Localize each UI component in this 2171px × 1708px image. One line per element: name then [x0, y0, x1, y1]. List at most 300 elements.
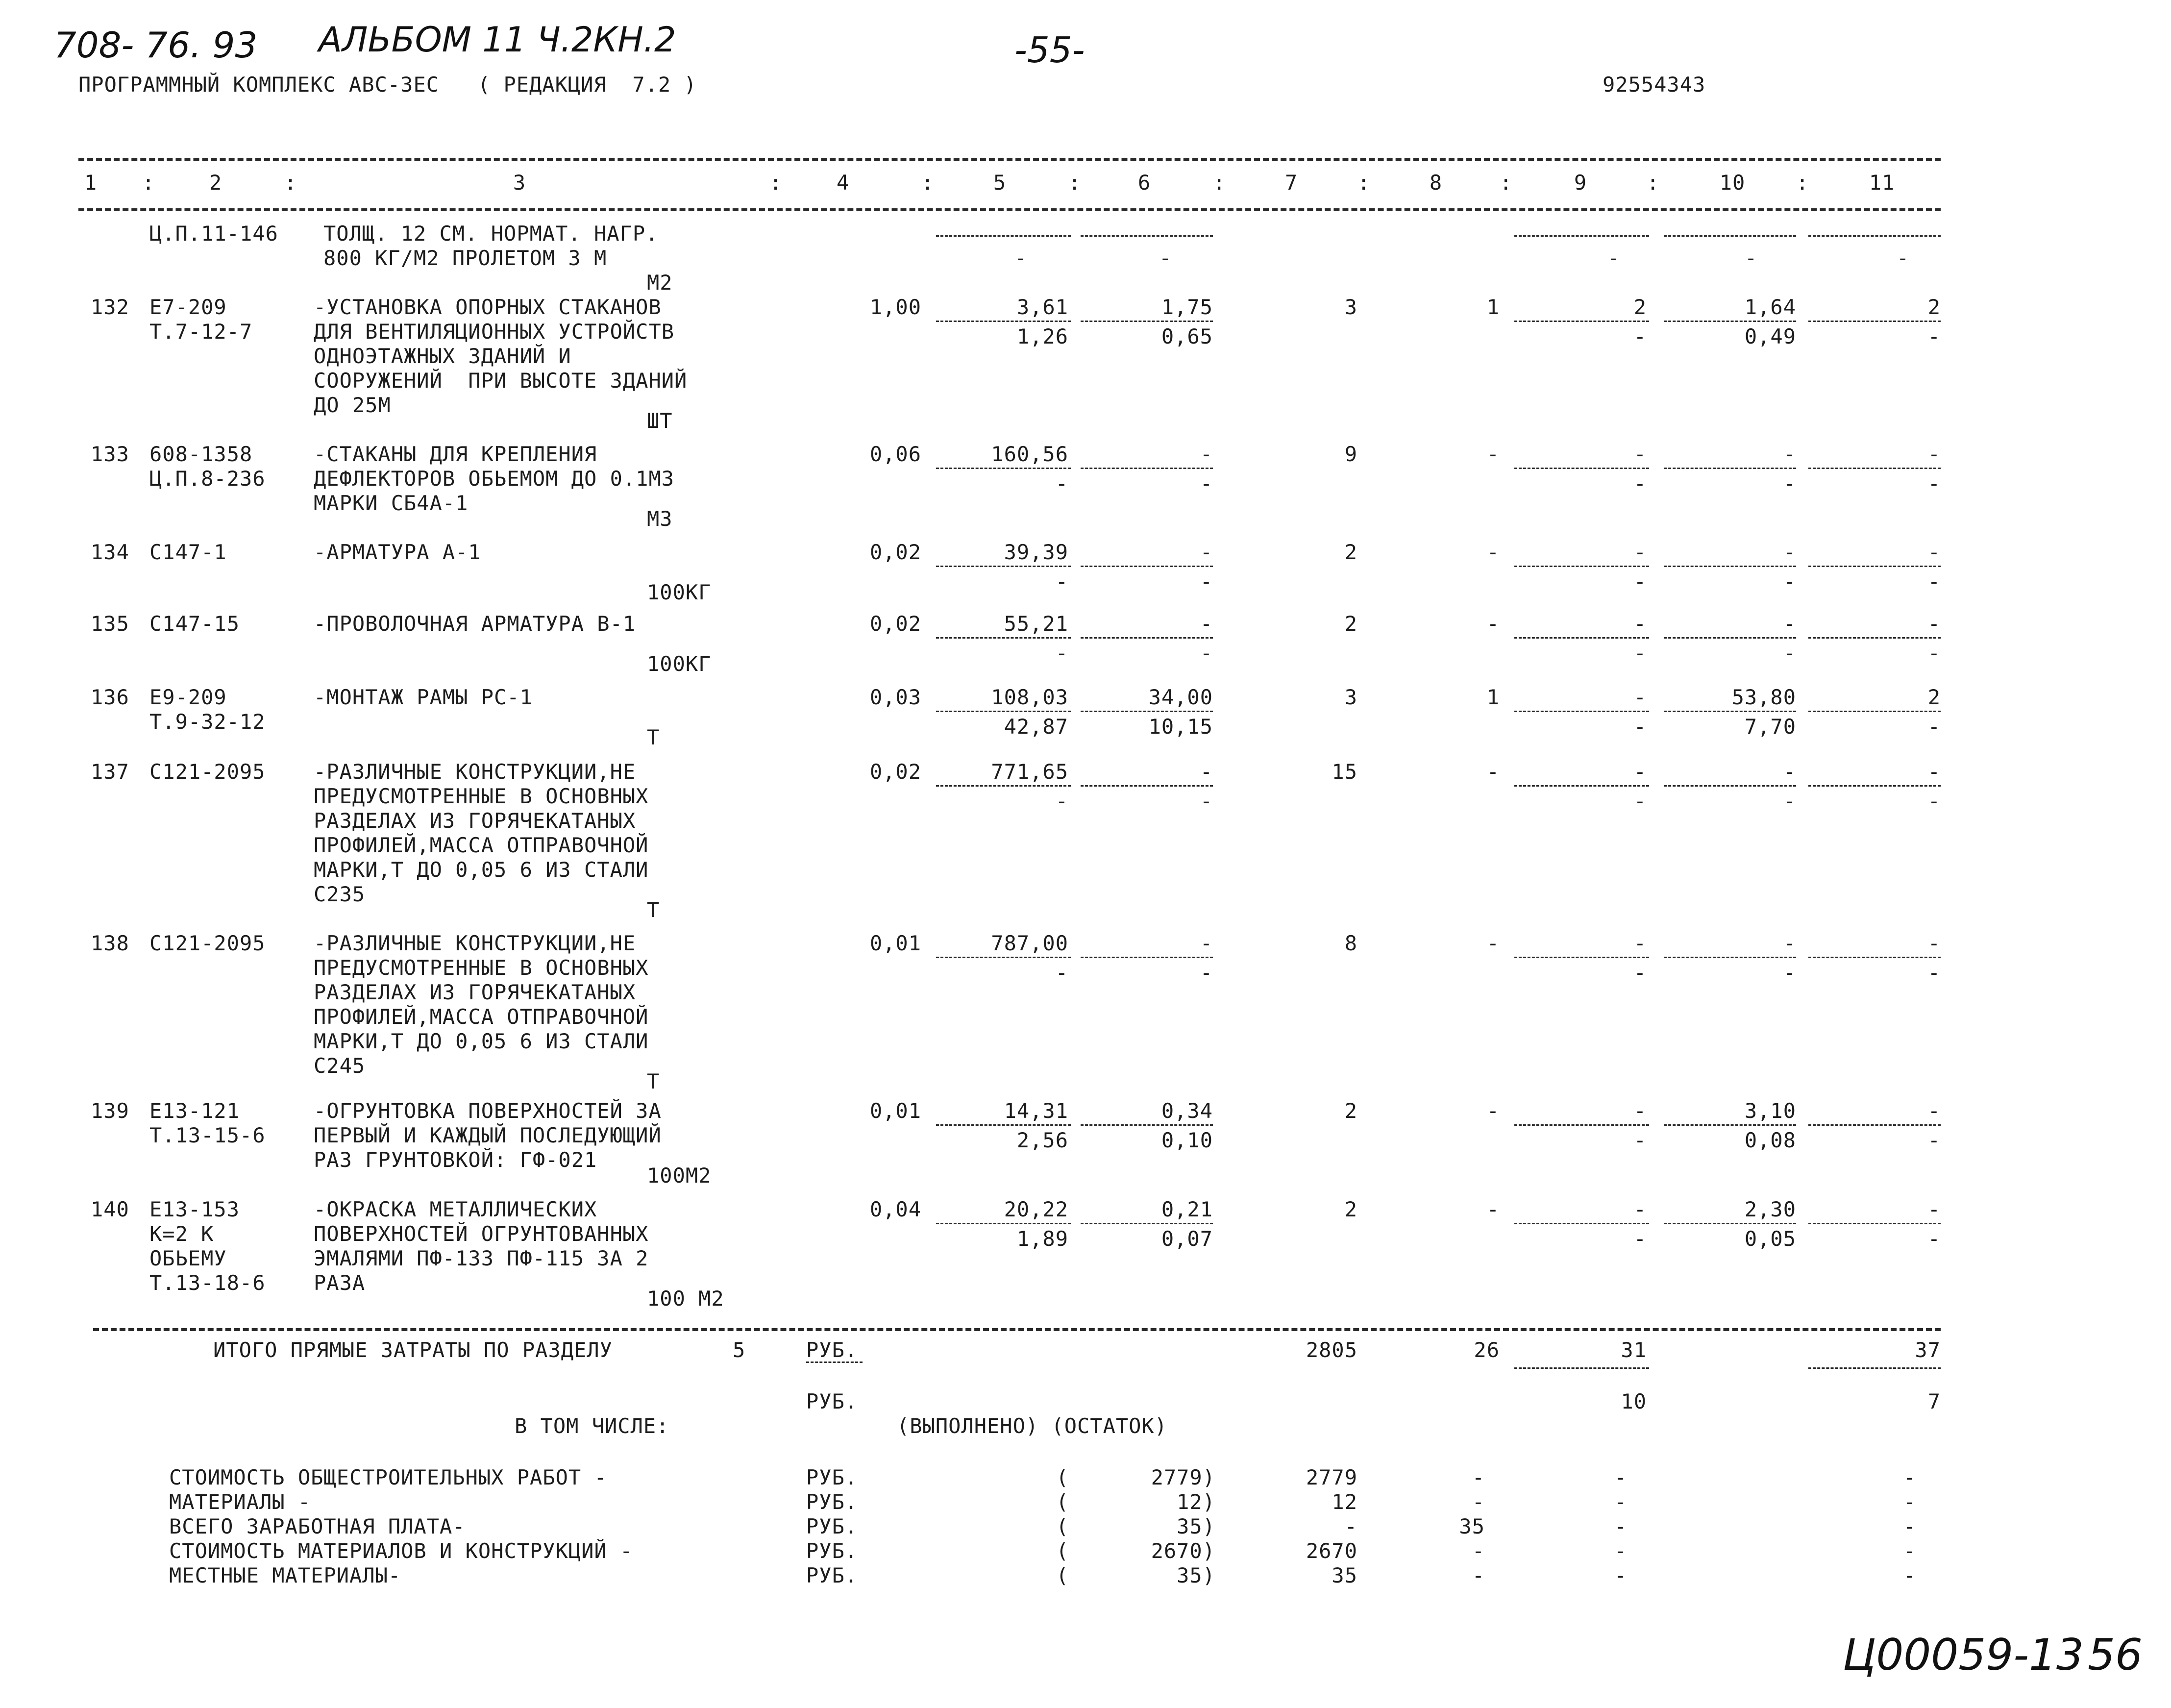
cell-col9: -: [1633, 442, 1647, 466]
row-description: ДЕФЛЕКТОРОВ ОБЬЕМОМ ДО 0.1М3: [314, 467, 675, 491]
cell-divider: [1808, 1124, 1941, 1126]
cell-col10-lower: 7,70: [1744, 715, 1796, 739]
cell-col11-lower: -: [1927, 471, 1941, 495]
summary-col8: -: [1472, 1490, 1485, 1514]
cell-divider: [1808, 957, 1941, 958]
cell-divider: [1808, 1223, 1941, 1224]
cell-col5-lower: -: [1055, 961, 1068, 985]
summary-item-label: СТОИМОСТЬ МАТЕРИАЛОВ И КОНСТРУКЦИЙ -: [169, 1539, 633, 1563]
column-header-1: 1: [84, 171, 98, 195]
cell-col10-lower: -: [1783, 641, 1796, 665]
row-code: С147-15: [149, 612, 240, 636]
header-rule-bottom: [78, 208, 1941, 211]
lead-cell: -: [1897, 246, 1910, 270]
cell-divider: [1664, 468, 1796, 469]
summary-item-rub: РУБ.: [806, 1514, 858, 1538]
cell-col5-lower: -: [1055, 569, 1068, 594]
row-code: Е13-153: [149, 1197, 240, 1221]
cell-col10-lower: -: [1783, 961, 1796, 985]
cell-col6-lower: -: [1200, 641, 1213, 665]
cell-divider: [936, 711, 1071, 712]
column-separator: :: [1068, 171, 1082, 195]
row-description: ЭМАЛЯМИ ПФ-133 ПФ-115 ЗА 2: [314, 1246, 649, 1270]
row-number: 140: [91, 1197, 129, 1221]
cell-col9: 2: [1633, 295, 1647, 319]
summary-item-rub: РУБ.: [806, 1490, 858, 1514]
header-rule-top: [78, 158, 1941, 161]
row-code: Е9-209: [149, 685, 227, 709]
cell-divider: [1081, 785, 1213, 787]
cell-col6: -: [1200, 442, 1213, 466]
cell-divider: [1081, 321, 1213, 322]
cell-divider: [1514, 1124, 1649, 1126]
summary-item-rub: РУБ.: [806, 1563, 858, 1587]
row-code: ОБЬЕМУ: [149, 1246, 227, 1270]
row-description: РАЗА: [314, 1271, 366, 1295]
cell-col10: 53,80: [1731, 685, 1796, 709]
summary-open-paren: (: [1056, 1563, 1069, 1587]
unit-label: ШТ: [647, 409, 673, 433]
summary-col11: -: [1903, 1490, 1916, 1514]
totals-rule: [93, 1328, 1941, 1331]
row-description: ПРОФИЛЕЙ,МАССА ОТПРАВОЧНОЙ: [314, 833, 649, 857]
cell-col8: 1: [1486, 295, 1500, 319]
cell-col9: -: [1633, 760, 1647, 784]
cell-col7: 3: [1344, 685, 1357, 709]
cell-col8: 1: [1486, 685, 1500, 709]
column-header-4: 4: [836, 171, 850, 195]
cell-col11-lower: -: [1927, 961, 1941, 985]
cell-divider: [936, 1124, 1071, 1126]
cell-col9: -: [1633, 1099, 1647, 1123]
cell-col11: -: [1927, 760, 1941, 784]
cell-divider: [1664, 321, 1796, 322]
row-description: МАРКИ СБ4А-1: [314, 491, 469, 515]
cell-quantity: 1,00: [869, 295, 921, 319]
totals-rub: РУБ.: [806, 1338, 858, 1362]
column-separator: :: [142, 171, 155, 195]
cell-col5: 787,00: [991, 931, 1068, 955]
cell-col10: 3,10: [1744, 1099, 1796, 1123]
cell-divider: [1808, 1367, 1941, 1369]
cell-divider: [936, 468, 1071, 469]
cell-col6: -: [1200, 612, 1213, 636]
unit-label: 100М2: [647, 1163, 712, 1188]
unit-label: Т: [647, 898, 660, 922]
cell-col8: -: [1486, 760, 1500, 784]
doc-number: 92554343: [1603, 73, 1706, 97]
handwritten-album: АЛЬБОМ 11 Ч.2КН.2: [319, 20, 676, 60]
cell-col5: 14,31: [1004, 1099, 1068, 1123]
row-number: 134: [91, 540, 129, 564]
column-header-11: 11: [1869, 171, 1895, 195]
cell-col9: -: [1633, 612, 1647, 636]
cell-col5: 3,61: [1016, 295, 1068, 319]
summary-col8: -: [1472, 1563, 1485, 1587]
totals-rub-underline: [806, 1361, 863, 1363]
cell-divider: [1081, 637, 1213, 639]
cell-col5: 108,03: [991, 685, 1068, 709]
cell-col7: 2: [1344, 1099, 1357, 1123]
summary-col11: -: [1903, 1539, 1916, 1563]
cell-col7: 2: [1344, 612, 1357, 636]
page-mark: -55-: [1014, 29, 1085, 71]
column-separator: :: [1796, 171, 1809, 195]
column-header-8: 8: [1429, 171, 1443, 195]
cell-col11: -: [1927, 931, 1941, 955]
row-description: РАЗДЕЛАХ ИЗ ГОРЯЧЕКАТАНЫХ: [314, 809, 636, 833]
totals-rub2: РУБ.: [806, 1389, 858, 1413]
unit-label: Т: [647, 725, 660, 749]
cell-divider: [1081, 468, 1213, 469]
lead-code: Ц.П.11-146: [149, 222, 278, 246]
cell-divider: [936, 235, 1071, 237]
summary-rest: 2779: [1306, 1465, 1357, 1489]
summary-col11: -: [1903, 1465, 1916, 1489]
handwritten-code: 708- 76. 93: [54, 25, 258, 66]
row-description: -РАЗЛИЧНЫЕ КОНСТРУКЦИИ,НЕ: [314, 931, 636, 955]
cell-divider: [936, 637, 1071, 639]
summary-item-label: МАТЕРИАЛЫ -: [169, 1490, 311, 1514]
cell-col10-lower: 0,49: [1744, 324, 1796, 348]
cell-quantity: 0,03: [869, 685, 921, 709]
footer-stamp: Ц00059-13: [1843, 1630, 2084, 1680]
cell-divider: [1808, 468, 1941, 469]
including-label: В ТОМ ЧИСЛЕ:: [515, 1414, 669, 1438]
unit-label: 100 М2: [647, 1287, 724, 1311]
cell-col11-lower: -: [1927, 1128, 1941, 1152]
row-code: Т.13-18-6: [149, 1271, 266, 1295]
cell-col9-lower: -: [1633, 569, 1647, 594]
row-code: С121-2095: [149, 760, 266, 784]
program-title: ПРОГРАММНЫЙ КОМПЛЕКС АВС-3ЕС ( РЕДАКЦИЯ 7.2 ): [78, 73, 697, 97]
summary-col9: -: [1614, 1514, 1627, 1538]
footer-page-number: 56: [2088, 1630, 2143, 1680]
cell-col6: 0,21: [1161, 1197, 1213, 1221]
cell-col11: -: [1927, 1099, 1941, 1123]
summary-rest: 35: [1332, 1563, 1357, 1587]
row-number: 133: [91, 442, 129, 466]
lead-cell: -: [1159, 246, 1172, 270]
summary-item-label: МЕСТНЫЕ МАТЕРИАЛЫ-: [169, 1563, 401, 1587]
cell-col5: 20,22: [1004, 1197, 1068, 1221]
row-number: 132: [91, 295, 129, 319]
row-description: ОДНОЭТАЖНЫХ ЗДАНИЙ И: [314, 344, 571, 368]
cell-divider: [1664, 1223, 1796, 1224]
totals-col8: 26: [1474, 1338, 1500, 1362]
cell-divider: [1664, 566, 1796, 567]
cell-divider: [1664, 235, 1796, 237]
cell-col6: -: [1200, 760, 1213, 784]
cell-divider: [1664, 637, 1796, 639]
summary-rest: 12: [1332, 1490, 1357, 1514]
summary-done: 35): [1177, 1514, 1215, 1538]
column-header-6: 6: [1137, 171, 1151, 195]
cell-col10-lower: -: [1783, 471, 1796, 495]
summary-col8: -: [1472, 1539, 1485, 1563]
row-description: ПРЕДУСМОТРЕННЫЕ В ОСНОВНЫХ: [314, 956, 649, 980]
cell-col7: 2: [1344, 540, 1357, 564]
cell-col6: 34,00: [1148, 685, 1213, 709]
cell-col6-lower: -: [1200, 961, 1213, 985]
cell-divider: [1514, 566, 1649, 567]
cell-quantity: 0,01: [869, 931, 921, 955]
cell-col6-lower: -: [1200, 471, 1213, 495]
cell-col5-lower: 2,56: [1016, 1128, 1068, 1152]
cell-col11-lower: -: [1927, 1227, 1941, 1251]
cell-col8: -: [1486, 1099, 1500, 1123]
cell-divider: [1081, 566, 1213, 567]
cell-col9-lower: -: [1633, 1128, 1647, 1152]
column-header-9: 9: [1574, 171, 1587, 195]
row-description: ПЕРВЫЙ И КАЖДЫЙ ПОСЛЕДУЮЩИЙ: [314, 1123, 662, 1147]
summary-col9: -: [1614, 1539, 1627, 1563]
cell-col11: -: [1927, 442, 1941, 466]
cell-divider: [936, 785, 1071, 787]
cell-col5: 160,56: [991, 442, 1068, 466]
cell-col6-lower: 0,10: [1161, 1128, 1213, 1152]
unit-label: 100КГ: [647, 580, 712, 604]
row-description: СООРУЖЕНИЙ ПРИ ВЫСОТЕ ЗДАНИЙ: [314, 369, 688, 393]
cell-col7: 2: [1344, 1197, 1357, 1221]
cell-col9: -: [1633, 931, 1647, 955]
cell-col5-lower: 1,26: [1016, 324, 1068, 348]
cell-col8: -: [1486, 540, 1500, 564]
cell-quantity: 0,02: [869, 760, 921, 784]
summary-col11: -: [1903, 1514, 1916, 1538]
cell-divider: [1664, 1124, 1796, 1126]
cell-divider: [1081, 235, 1213, 237]
summary-done: 2779): [1151, 1465, 1215, 1489]
unit-label: 100КГ: [647, 652, 712, 676]
summary-item-rub: РУБ.: [806, 1465, 858, 1489]
row-description: РАЗДЕЛАХ ИЗ ГОРЯЧЕКАТАНЫХ: [314, 980, 636, 1004]
cell-col10: -: [1783, 540, 1796, 564]
row-code: Т.7-12-7: [149, 320, 253, 344]
row-description: -МОНТАЖ РАМЫ РС-1: [314, 685, 533, 709]
cell-col10: -: [1783, 931, 1796, 955]
cell-col7: 3: [1344, 295, 1357, 319]
totals-col9: 31: [1621, 1338, 1647, 1362]
cell-quantity: 0,02: [869, 612, 921, 636]
cell-col6: -: [1200, 931, 1213, 955]
cell-divider: [1514, 321, 1649, 322]
row-description: -СТАКАНЫ ДЛЯ КРЕПЛЕНИЯ: [314, 442, 597, 466]
row-code: С147-1: [149, 540, 227, 564]
row-code: Е7-209: [149, 295, 227, 319]
cell-col11: -: [1927, 540, 1941, 564]
cell-divider: [936, 321, 1071, 322]
summary-item-label: ВСЕГО ЗАРАБОТНАЯ ПЛАТА-: [169, 1514, 466, 1538]
row-code: С121-2095: [149, 931, 266, 955]
cell-quantity: 0,04: [869, 1197, 921, 1221]
cell-divider: [1081, 1223, 1213, 1224]
column-separator: :: [1357, 171, 1371, 195]
summary-done: 35): [1177, 1563, 1215, 1587]
cell-col9-lower: -: [1633, 324, 1647, 348]
cell-col9-lower: -: [1633, 471, 1647, 495]
cell-divider: [1808, 235, 1941, 237]
cell-col8: -: [1486, 931, 1500, 955]
summary-col8: -: [1472, 1465, 1485, 1489]
unit-label: Т: [647, 1069, 660, 1093]
cell-col11: 2: [1927, 685, 1941, 709]
cell-col5: 55,21: [1004, 612, 1068, 636]
row-description: -УСТАНОВКА ОПОРНЫХ СТАКАНОВ: [314, 295, 662, 319]
column-header-5: 5: [993, 171, 1007, 195]
summary-col8: 35: [1459, 1514, 1485, 1538]
cell-col9-lower: -: [1633, 715, 1647, 739]
column-header-7: 7: [1284, 171, 1298, 195]
cell-col7: 9: [1344, 442, 1357, 466]
cell-col6: 1,75: [1161, 295, 1213, 319]
cell-col6: 0,34: [1161, 1099, 1213, 1123]
unit-label: М2: [647, 271, 673, 295]
cell-divider: [1514, 637, 1649, 639]
cell-col6-lower: -: [1200, 569, 1213, 594]
totals-col9-lower: 10: [1621, 1389, 1647, 1413]
cell-col6-lower: -: [1200, 789, 1213, 813]
summary-item-label: СТОИМОСТЬ ОБЩЕСТРОИТЕЛЬНЫХ РАБОТ -: [169, 1465, 607, 1489]
cell-col9: -: [1633, 685, 1647, 709]
cell-col7: 15: [1332, 760, 1357, 784]
row-description: -РАЗЛИЧНЫЕ КОНСТРУКЦИИ,НЕ: [314, 760, 636, 784]
cell-col8: -: [1486, 1197, 1500, 1221]
cell-divider: [1514, 235, 1649, 237]
cell-divider: [1081, 957, 1213, 958]
cell-divider: [936, 957, 1071, 958]
unit-label: М3: [647, 507, 673, 531]
cell-col9: -: [1633, 1197, 1647, 1221]
totals-col11-lower: 7: [1927, 1389, 1941, 1413]
row-number: 135: [91, 612, 129, 636]
cell-col8: -: [1486, 442, 1500, 466]
row-code: Т.13-15-6: [149, 1123, 266, 1147]
cell-col5-lower: -: [1055, 471, 1068, 495]
row-description: С235: [314, 882, 366, 906]
cell-col10: 1,64: [1744, 295, 1796, 319]
column-separator: :: [1647, 171, 1660, 195]
cell-col11-lower: -: [1927, 789, 1941, 813]
cell-quantity: 0,02: [869, 540, 921, 564]
row-description: С245: [314, 1054, 366, 1078]
summary-open-paren: (: [1056, 1465, 1069, 1489]
row-number: 137: [91, 760, 129, 784]
cell-col11-lower: -: [1927, 715, 1941, 739]
row-description: -ПРОВОЛОЧНАЯ АРМАТУРА В-1: [314, 612, 636, 636]
totals-col7: 2805: [1306, 1338, 1357, 1362]
lead-desc-line: 800 КГ/М2 ПРОЛЕТОМ 3 М: [323, 246, 607, 270]
column-header-2: 2: [209, 171, 222, 195]
summary-open-paren: (: [1056, 1514, 1069, 1538]
cell-divider: [936, 566, 1071, 567]
cell-divider: [1514, 957, 1649, 958]
row-description: -ОКРАСКА МЕТАЛЛИЧЕСКИХ: [314, 1197, 597, 1221]
cell-col11-lower: -: [1927, 641, 1941, 665]
summary-col9: -: [1614, 1563, 1627, 1587]
cell-col11-lower: -: [1927, 569, 1941, 594]
cell-col10-lower: 0,08: [1744, 1128, 1796, 1152]
cell-divider: [1808, 321, 1941, 322]
row-number: 138: [91, 931, 129, 955]
summary-rest: -: [1344, 1514, 1357, 1538]
cell-divider: [1808, 711, 1941, 712]
cell-divider: [1514, 785, 1649, 787]
totals-section: 5: [733, 1338, 746, 1362]
cell-col5: 771,65: [991, 760, 1068, 784]
cell-col10: -: [1783, 760, 1796, 784]
summary-open-paren: (: [1056, 1539, 1069, 1563]
cell-divider: [1664, 711, 1796, 712]
row-code: Е13-121: [149, 1099, 240, 1123]
cell-col6-lower: 10,15: [1148, 715, 1213, 739]
summary-done: 12): [1177, 1490, 1215, 1514]
done-rest-header: (ВЫПОЛНЕНО) (ОСТАТОК): [897, 1414, 1168, 1438]
cell-col11: 2: [1927, 295, 1941, 319]
cell-divider: [1514, 1367, 1649, 1369]
cell-col9-lower: -: [1633, 789, 1647, 813]
row-code: К=2 К: [149, 1222, 214, 1246]
cell-divider: [1664, 785, 1796, 787]
cell-col6: -: [1200, 540, 1213, 564]
row-description: ПОВЕРХНОСТЕЙ ОГРУНТОВАННЫХ: [314, 1222, 649, 1246]
cell-divider: [1664, 957, 1796, 958]
cell-divider: [1514, 1223, 1649, 1224]
cell-col5-lower: 42,87: [1004, 715, 1068, 739]
cell-col10-lower: -: [1783, 569, 1796, 594]
summary-col9: -: [1614, 1490, 1627, 1514]
lead-cell: -: [1014, 246, 1028, 270]
summary-rest: 2670: [1306, 1539, 1357, 1563]
cell-col8: -: [1486, 612, 1500, 636]
lead-cell: -: [1745, 246, 1758, 270]
lead-desc-line: ТОЛЩ. 12 СМ. НОРМАТ. НАГР.: [323, 222, 659, 246]
cell-col9-lower: -: [1633, 641, 1647, 665]
cell-divider: [1514, 711, 1649, 712]
cell-col5: 39,39: [1004, 540, 1068, 564]
column-separator: :: [1213, 171, 1226, 195]
cell-col10: 2,30: [1744, 1197, 1796, 1221]
cell-col9: -: [1633, 540, 1647, 564]
cell-col5-lower: -: [1055, 641, 1068, 665]
row-description: ДО 25М: [314, 393, 391, 417]
column-separator: :: [1500, 171, 1513, 195]
cell-quantity: 0,06: [869, 442, 921, 466]
row-description: РАЗ ГРУНТОВКОЙ: ГФ-021: [314, 1148, 597, 1172]
cell-col11: -: [1927, 612, 1941, 636]
summary-done: 2670): [1151, 1539, 1215, 1563]
cell-col6-lower: 0,07: [1161, 1227, 1213, 1251]
row-number: 136: [91, 685, 129, 709]
column-separator: :: [284, 171, 297, 195]
cell-col7: 8: [1344, 931, 1357, 955]
totals-label: ИТОГО ПРЯМЫЕ ЗАТРАТЫ ПО РАЗДЕЛУ: [213, 1338, 613, 1362]
cell-divider: [1081, 1124, 1213, 1126]
cell-divider: [1808, 637, 1941, 639]
cell-divider: [1808, 566, 1941, 567]
cell-divider: [936, 1223, 1071, 1224]
summary-open-paren: (: [1056, 1490, 1069, 1514]
cell-divider: [1808, 785, 1941, 787]
cell-quantity: 0,01: [869, 1099, 921, 1123]
cell-col10-lower: 0,05: [1744, 1227, 1796, 1251]
totals-col11: 37: [1915, 1338, 1941, 1362]
cell-col10: -: [1783, 612, 1796, 636]
cell-col9-lower: -: [1633, 961, 1647, 985]
lead-cell: -: [1607, 246, 1621, 270]
row-code: Т.9-32-12: [149, 710, 266, 734]
row-description: ПРЕДУСМОТРЕННЫЕ В ОСНОВНЫХ: [314, 784, 649, 808]
